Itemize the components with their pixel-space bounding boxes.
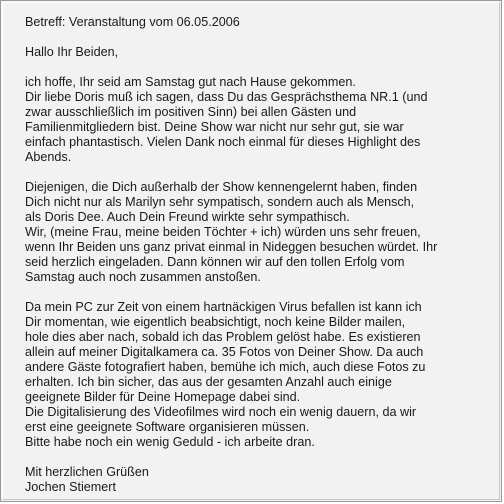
spacer: [25, 30, 493, 45]
paragraph-1: [25, 75, 493, 165]
paragraph-line: Samstag auch noch zusammen anstoßen.: [25, 270, 261, 284]
paragraph-line: erhalten. Ich bin sicher, das aus der gesamten Anzahl auch einige: [25, 375, 392, 389]
paragraph-line: zwar ausschließlich im positiven Sinn) bei allen Gästen und: [25, 105, 357, 119]
paragraph-line: Wir, (meine Frau, meine beiden Töchter + ich) würden uns sehr freuen,: [25, 225, 421, 239]
paragraph-line: seid herzlich eingeladen. Dann können wir auf den tollen Erfolg vom: [25, 255, 405, 269]
spacer: [25, 60, 493, 75]
signature: Jochen Stiemert: [25, 480, 116, 494]
paragraph-line: geeignete Bilder für Deine Homepage dabei sind.: [25, 390, 301, 404]
paragraph-line: als Doris Dee. Auch Dein Freund wirkte sehr sympathisch.: [25, 210, 350, 224]
paragraph-line: Familienmitgliedern bist. Deine Show war nicht nur sehr gut, sie war: [25, 120, 404, 134]
paragraph-line: erst eine geeignete Software organisieren müssen.: [25, 420, 310, 434]
paragraph-line: wenn Ihr Beiden uns ganz privat einmal in Nideggen besuchen würdet. Ihr: [25, 240, 438, 254]
letter-body: [25, 15, 493, 495]
spacer: [25, 450, 493, 465]
paragraph-3: [25, 300, 493, 450]
paragraph-line: ich hoffe, Ihr seid am Samstag gut nach Hause gekommen.: [25, 75, 356, 89]
greeting: Hallo Ihr Beiden,: [25, 45, 119, 59]
paragraph-line: Diejenigen, die Dich außerhalb der Show kennengelernt haben, finden: [25, 180, 418, 194]
paragraph-line: Da mein PC zur Zeit von einem hartnäckigen Virus befallen ist kann ich: [25, 300, 422, 314]
paragraph-line: Abends.: [25, 150, 72, 164]
paragraph-line: Die Digitalisierung des Videofilmes wird noch ein wenig dauern, da wir: [25, 405, 417, 419]
paragraph-2: [25, 180, 493, 285]
paragraph-line: Dich nicht nur als Marilyn sehr sympatisch, sondern auch als Mensch,: [25, 195, 415, 209]
paragraph-line: Dir liebe Doris muß ich sagen, dass Du das Gesprächsthema NR.1 (und: [25, 90, 428, 104]
paragraph-line: Dir momentan, wie eigentlich beabsichtigt, noch keine Bilder mailen,: [25, 315, 406, 329]
paragraph-line: andere Gäste fotografiert haben, bemühe ich mich, auch diese Fotos zu: [25, 360, 426, 374]
paragraph-line: Bitte habe noch ein wenig Geduld - ich arbeite dran.: [25, 435, 315, 449]
paragraph-line: allein auf meiner Digitalkamera ca. 35 Fotos von Deiner Show. Da auch: [25, 345, 424, 359]
spacer: [25, 165, 493, 180]
paragraph-line: hole dies aber nach, sobald ich das Problem gelöst habe. Es existieren: [25, 330, 421, 344]
subject-line: Betreff: Veranstaltung vom 06.05.2006: [25, 15, 240, 29]
spacer: [25, 285, 493, 300]
paragraph-line: einfach phantastisch. Vielen Dank noch einmal für dieses Highlight des: [25, 135, 421, 149]
closing: Mit herzlichen Grüßen: [25, 465, 149, 479]
